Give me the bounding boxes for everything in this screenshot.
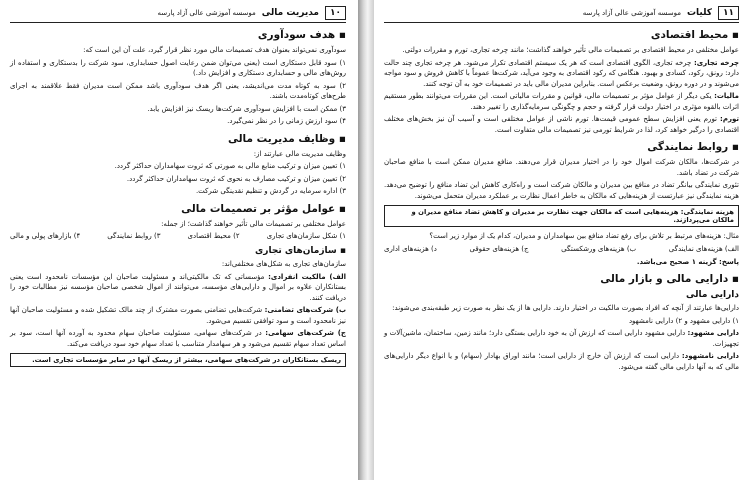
term-text: یکی دیگر از عوامل مؤثر بر تصمیمات مالی، قوانین و مقررات مالیاتی است. این مقررات می‌توانند بطور مستقیم اثرات بالقوه مؤثری در اختیار دولت قرار گرفته و حجم و چگونگی سرمایه‌گذاری را تغییر دهند. <box>384 92 739 111</box>
list-item <box>384 351 739 372</box>
term: تورم: <box>720 115 739 123</box>
page-number: ۱۰ <box>325 6 346 20</box>
factor-item: ۱) شکل سازمان‌های تجاری <box>266 232 346 240</box>
page-header <box>384 6 739 23</box>
highlight-box: ریسک بستانکاران در شرکت‌های سهامی، بیشتر از ریسک آنها در سایر مؤسسات تجاری است. <box>10 353 346 367</box>
paragraph: دارایی‌ها عبارتند از آنچه که افراد بصورت مالکیت در اختیار دارند. دارایی ها از یک نظر به صورت زیر طبقه‌بندی می‌شوند: <box>392 304 739 312</box>
list-item: ۴) سود ارزش زمانی را در نظر نمی‌گیرد. <box>227 117 346 125</box>
answer-text: پاسخ: گزینه ۱ صحیح می‌باشد. <box>636 257 739 266</box>
list-item <box>10 272 346 304</box>
left-page <box>0 0 358 480</box>
paragraph: ۱) دارایی مشهود و ۲) دارایی نامشهود <box>628 316 739 325</box>
list-item: ۱) تعیین میزان و ترکیب منابع مالی به صورتی که ثروت سهامداران حداکثر گردد. <box>114 162 346 170</box>
term: ج) شرکت‌های سهامی: <box>265 329 346 337</box>
highlight-box: هزینه نمایندگی: هزینه‌هایی است که مالکان جهت نظارت بر مدیران و کاهش تضاد منافع مدیران و مالکان می‌پردازند. <box>384 205 739 227</box>
term: ب) شرکت‌های تضامنی: <box>264 306 347 314</box>
term: الف) مالکیت انفرادی: <box>268 272 346 281</box>
book-spine <box>358 0 374 480</box>
option-item: الف) هزینه‌های نمایندگی <box>668 244 739 253</box>
subsection-heading: ▪ سازمان‌های تجاری <box>10 246 346 256</box>
term: دارایی مشهود: <box>687 329 739 337</box>
section-heading: ▪ دارایی مالی و بازار مالی <box>384 273 739 285</box>
section-heading: ▪ وظایف مدیریت مالی <box>10 133 346 145</box>
list-item: ۲) سود به کوتاه مدت می‌اندیشد، یعنی اگر هدف سودآوری باشد ممکن است مدیران فقط علاقمند به اجرای طرح‌های کوتاه‌مدت باشند. <box>10 81 346 100</box>
paragraph <box>384 45 739 56</box>
publisher-name: موسسه آموزشی عالی آزاد پارسه <box>157 9 256 17</box>
section-heading: ▪ عوامل مؤثر بر تصمیمات مالی <box>10 203 346 215</box>
section-heading: ▪ هدف سودآوری <box>10 29 346 41</box>
factors-row <box>10 231 346 241</box>
term-text: دارایی مشهود دارایی است که ارزش آن به خود دارایی بستگی دارد؛ مانند زمین، ساختمان، ماشین‌آلات و تجهیزات. <box>384 329 739 348</box>
term: دارایی نامشهود: <box>681 352 739 360</box>
term-text: دارایی است که ارزش آن خارج از دارایی است؛ مانند اوراق بهادار (سهام) و یا انواع دیگر دارایی‌های مالی که به آنها دارایی مالی گفته می‌شود. <box>384 352 739 371</box>
paragraph: در شرکت‌ها، مالکان شرکت اموال خود را در اختیار مدیران قرار می‌دهند. منافع مدیران ممکن است با منافع صاحبان شرکت در تضاد باشد. <box>384 158 739 177</box>
list-item <box>10 305 346 326</box>
option-item: ب) هزینه‌های ورشکستگی <box>561 244 637 253</box>
paragraph: عوامل مختلفی بر تصمیمات مالی تأثیر خواهند گذاشت؛ از جمله: <box>161 219 346 228</box>
paragraph: تئوری نمایندگی بیانگر تضاد در منافع بین مدیران و مالکان شرکت است و راه‌کاری کاهش این تضاد منافع را توضیح می‌دهد. هزینه نمایندگی نیز عبارتست از هزینه‌هایی که مالکان به خاطر اعمال نظارت بر عملکرد مدیران متحمل می‌شوند. <box>384 181 739 200</box>
paragraph <box>384 58 739 90</box>
factor-item: ۴) بازارهای پولی و مالی <box>10 232 81 240</box>
page-number: ۱۱ <box>718 6 739 20</box>
book-title: مدیریت مالی <box>261 8 319 18</box>
term-text: مؤسساتی که تک مالکیتی‌اند و مسئولیت صاحبان این مؤسسات نامحدود است یعنی بستانکاران علاوه بر اموال و دارایی‌های مؤسسه، می‌توانند از اموال شخصی صاحبان مؤسسه نیز مطالبات خود را دریافت کنند. <box>10 272 346 302</box>
term: مالیات: <box>714 92 739 100</box>
term-text: چرخه تجاری، الگوی اقتصادی است که هر یک سیستم اقتصادی تکرار می‌شود. هر چرخه تجاری چند حالت دارد: رونق، رکود، کسادی و بهبود. هنگامی که رکود اقتصادی به وجود می‌آید، شرکت‌ها عموماً با کاهش فروش و سود مواجه می‌شوند و در دوره رونق، وضعیت برعکس است. بنابراین مدیران مالی باید در تصمیمات خود به آن توجه کنند. <box>384 58 739 88</box>
options-row <box>384 244 739 254</box>
list-item <box>384 328 739 349</box>
paragraph <box>384 114 739 135</box>
book-title: کلیات <box>686 8 712 18</box>
term-text: شرکت‌هایی تضامنی بصورت مشترک از چند مالک تشکیل شده و مسئولیت صاحبان آنها نیز نامحدود است و سود توافقی تقسیم می‌شود. <box>10 306 346 325</box>
list-item: ۱) سود قابل دستکاری است (یعنی می‌توان ضمن رعایت اصول حسابداری، سود شرکت را بدستکاری و استفاده از روش‌های مالی و حسابداری دستکاری و افزایش داد.) <box>10 58 346 77</box>
list-item: ۳) ممکن است با افزایش سودآوری شرکت‌ها ریسک نیز افزایش یابد. <box>147 104 346 113</box>
factor-item: ۳) روابط نمایندگی <box>107 232 161 240</box>
publisher-name: موسسه آموزشی عالی آزاد پارسه <box>582 9 681 17</box>
paragraph: سازمان‌های تجاری به شکل‌های مختلفی‌اند: <box>221 260 346 268</box>
paragraph-text: عوامل مختلفی در محیط اقتصادی بر تصمیمات مالی تأثیر خواهند گذاشت؛ مانند چرخه تجاری، تورم و مقررات دولتی. <box>402 46 739 54</box>
section-heading: ▪ محیط اقتصادی <box>384 29 739 41</box>
page-header <box>10 6 346 23</box>
paragraph <box>384 91 739 112</box>
paragraph: وظایف مدیریت مالی عبارتند از: <box>253 149 346 158</box>
list-item: ۳) اداره سرمایه در گردش و تنظیم نقدینگی شرکت. <box>195 187 346 195</box>
list-item <box>10 328 346 349</box>
section-heading: ▪ روابط نمایندگی <box>384 141 739 153</box>
term: چرخه تجاری: <box>693 58 739 67</box>
subsection-heading: دارایی مالی <box>685 290 739 300</box>
term-text: در شرکت‌های سهامی، مسئولیت صاحبان سهام محدود به آورده آنها است، سود بر اساس تعداد سهام تقسیم می‌شود و هر سهامدار متناسب با تعداد سهام خود سود دریافت می‌کند. <box>10 329 346 348</box>
option-item: ج) هزینه‌های حقوقی <box>469 244 529 253</box>
example-question: مثال: هزینه‌های مرتبط بر تلاش برای رفع تضاد منافع بین سهامداران و مدیران، کدام یک از موارد زیر است؟ <box>429 232 739 240</box>
list-item: ۲) تعیین میزان و ترکیب مصارف به نحوی که ثروت سهامداران حداکثر گردد. <box>126 174 346 183</box>
term-text: تورم یعنی افزایش سطح عمومی قیمت‌ها. تورم ناشی از عوامل مختلفی است و آسیب آن نیز بخش‌های مختلف اقتصادی را درگیر خواهد کرد، لذا در شرایط تورمی نیز تصمیمات مالی متفاوت است. <box>384 115 739 134</box>
right-page <box>374 0 751 480</box>
option-item: د) هزینه‌های اداری <box>384 244 437 253</box>
paragraph: سودآوری نمی‌تواند بعنوان هدف تصمیمات مالی مورد نظر قرار گیرد، علت آن این است که: <box>83 46 346 54</box>
factor-item: ۲) محیط اقتصادی <box>187 232 240 240</box>
